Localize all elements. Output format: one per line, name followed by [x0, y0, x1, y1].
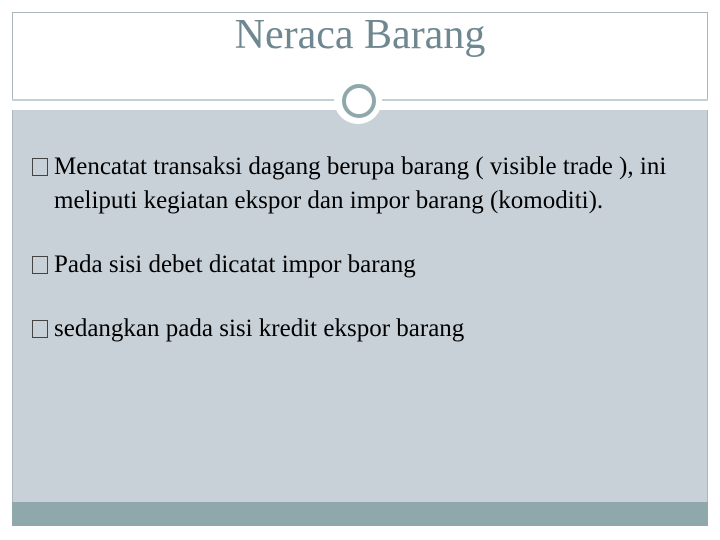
- bullet-list: [32, 150, 672, 376]
- bullet-text: sedangkan pada sisi kredit ekspor barang: [54, 315, 465, 342]
- ring-ornament-icon: [334, 76, 382, 124]
- bullet-item: [32, 150, 672, 218]
- box-bullet-icon: [32, 256, 48, 274]
- box-bullet-icon: [32, 158, 48, 176]
- bullet-text: Pada sisi debet dicatat impor barang: [54, 251, 416, 278]
- slide-title: Neraca Barang: [234, 12, 486, 58]
- box-bullet-icon: [32, 320, 48, 338]
- bullet-item: [32, 312, 672, 346]
- ring-inner: [342, 84, 376, 118]
- bullet-item: [32, 248, 672, 282]
- bullet-text: Mencatat transaksi dagang berupa barang ( visible trade ), ini meliputi kegiatan ekspor dan impor barang (komoditi).: [54, 153, 667, 214]
- footer-bar: [12, 502, 708, 526]
